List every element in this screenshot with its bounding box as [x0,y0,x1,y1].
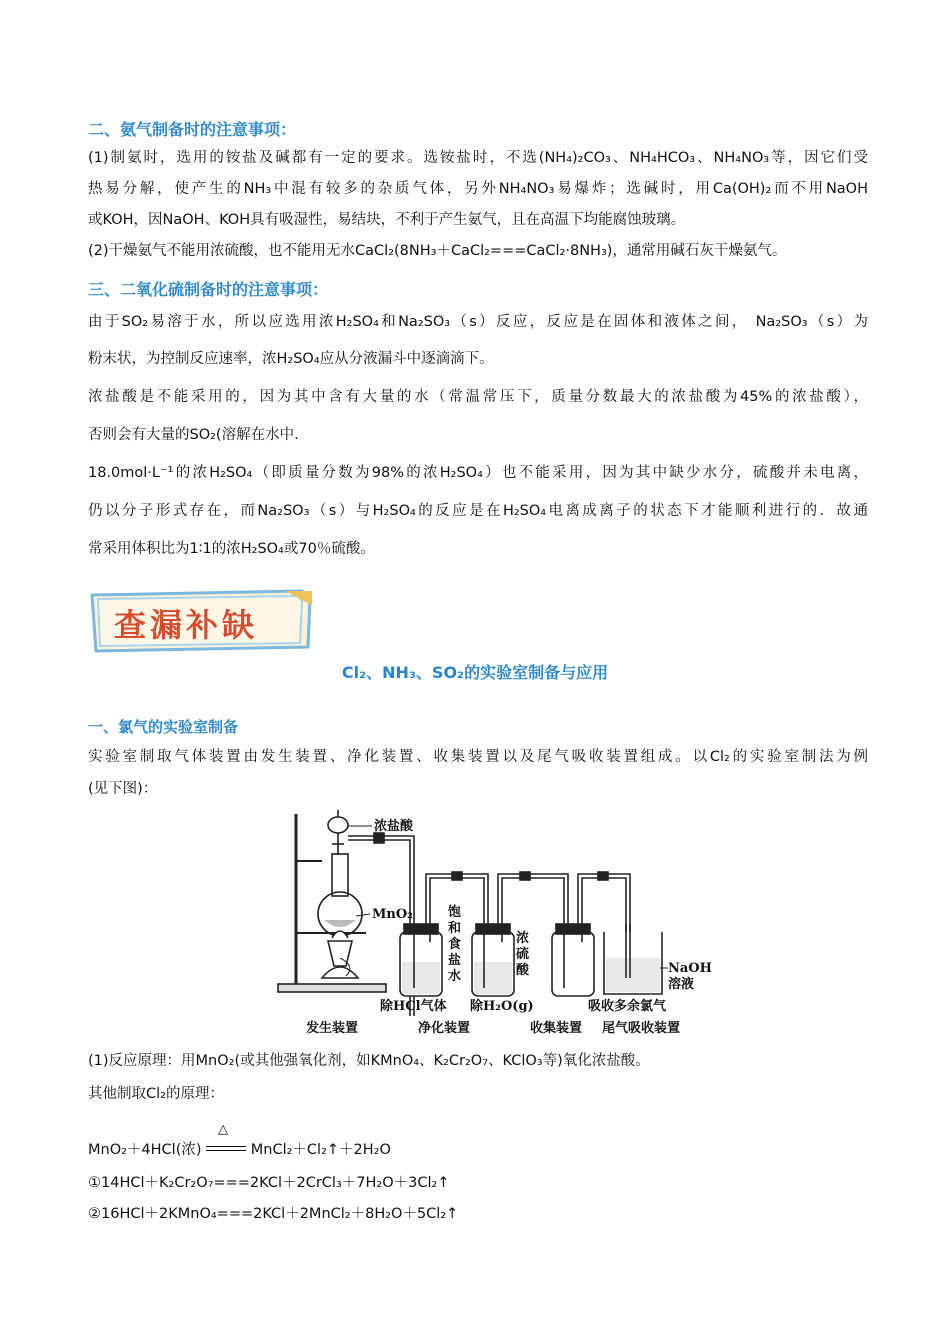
heat-condition [206,1122,246,1158]
paragraph-line: (1)反应原理：用MnO₂(或其他强氧化剂，如KMnO₄、K₂Cr₂O₇、KClO₃等)氧化浓盐酸。 [88,1053,650,1069]
svg-text:和: 和 [448,921,462,936]
paragraph-line: 否则会有大量的SO₂(溶解在水中. [88,427,299,443]
equation-2: ②16HCl＋2KMnO₄===2KCl＋2MnCl₂＋8H₂O＋5Cl₂↑ [88,1206,459,1222]
separatory-funnel [328,817,348,833]
label-tail-gas: 尾气吸收装置 [602,1021,681,1036]
stand-base [278,984,386,992]
label-conc-hcl: 浓盐酸 [374,819,414,834]
heat-symbol: △ [218,1122,229,1137]
label-absorb: 吸收多余氯气 [588,999,667,1014]
label-mno2: MnO₂ [372,907,413,922]
paragraph-line: (见下图)： [88,781,158,797]
section-heading-so2: 三、二氧化硫制备时的注意事项： [88,280,329,299]
flask-neck [332,854,348,896]
apparatus-diagram [276,806,716,1044]
section-heading-ammonia: 二、氨气制备时的注意事项： [88,120,297,139]
label-conc-sulfuric [516,930,530,978]
equation-left: MnO₂＋4HCl(浓) [88,1142,202,1158]
label-solution: 溶液 [668,977,695,992]
paragraph-line: 仍以分子形式存在，而Na₂SO₃（s）与H₂SO₄的反应是在H₂SO₄电离成离子的状态下才能顺利进行的．故通 [88,503,868,519]
paragraph-line: 常采用体积比为1∶1的浓H₂SO₄或70％硫酸。 [88,541,375,557]
paragraph-line: (1)制氨时，选用的铵盐及碱都有一定的要求。选铵盐时，不选(NH₄)₂CO₃、NH₄HCO₃、NH₄NO₃等，因它们受 [88,150,868,166]
equation-right: MnCl₂＋Cl₂↑＋2H₂O [250,1142,391,1158]
banner-title: 查漏补缺 [114,606,259,644]
apparatus-svg [276,806,716,1044]
paragraph-line: 浓盐酸是不能采用的，因为其中含有大量的水（常温常压下，质量分数最大的浓盐酸为45%的浓盐酸）， [88,389,868,405]
paragraph-line: 实验室制取气体装置由发生装置、净化装置、收集装置以及尾气吸收装置组成。以Cl₂的实验室制法为例 [88,749,868,765]
section-banner [88,587,316,655]
round-bottom-flask [318,892,362,936]
svg-text:水: 水 [448,969,462,984]
main-title: Cl₂、NH₃、SO₂的实验室制备与应用 [341,663,609,682]
label-naoh: NaOH [668,961,712,976]
label-saturated-salt-water [448,904,461,984]
svg-text:食: 食 [448,937,462,952]
label-generation: 发生装置 [306,1021,359,1036]
paragraph-line: 18.0mol·L⁻¹的浓H₂SO₄（即质量分数为98%的浓H₂SO₄）也不能采用，因为其中缺少水分，硫酸并未电离， [88,465,868,481]
label-remove-h2o: 除H₂O(g) [470,999,534,1014]
paragraph-line: 由于SO₂易溶于水，所以应选用浓H₂SO₄和Na₂SO₃（s）反应，反应是在固体和液体之间， Na₂SO₃（s）为 [88,314,868,330]
label-purification: 净化装置 [418,1021,471,1036]
svg-text:盐: 盐 [448,953,462,968]
equation-1: ①14HCl＋K₂Cr₂O₇===2KCl＋2CrCl₃＋7H₂O＋3Cl₂↑ [88,1175,450,1191]
equation-main [88,1122,391,1159]
burner-flame [328,941,352,966]
svg-text:酸: 酸 [516,963,530,978]
paragraph-line: (2)干燥氨气不能用浓硫酸，也不能用无水CaCl₂(8NH₃＋CaCl₂===CaCl₂·8NH₃)，通常用碱石灰干燥氨气。 [88,243,787,259]
svg-text:浓: 浓 [516,931,530,946]
svg-text:硫: 硫 [516,947,530,962]
label-remove-hcl: 除HCl气体 [380,999,447,1014]
paragraph-line: 其他制取Cl₂的原理： [88,1086,224,1102]
subsection-heading-chlorine: 一、氯气的实验室制备 [88,718,239,736]
svg-text:饱: 饱 [448,905,462,920]
paragraph-line: 热易分解，使产生的NH₃中混有较多的杂质气体，另外NH₄NO₃易爆炸；选碱时，用Ca(OH)₂而不用NaOH [88,181,868,197]
collection-bottle [552,932,594,996]
paragraph-line: 粉末状，为控制反应速率，浓H₂SO₄应从分液漏斗中逐滴滴下。 [88,351,494,367]
paragraph-line: 或KOH，因NaOH、KOH具有吸湿性，易结块，不利于产生氨气，且在高温下均能腐蚀玻璃。 [88,212,686,228]
label-collection: 收集装置 [530,1021,583,1036]
